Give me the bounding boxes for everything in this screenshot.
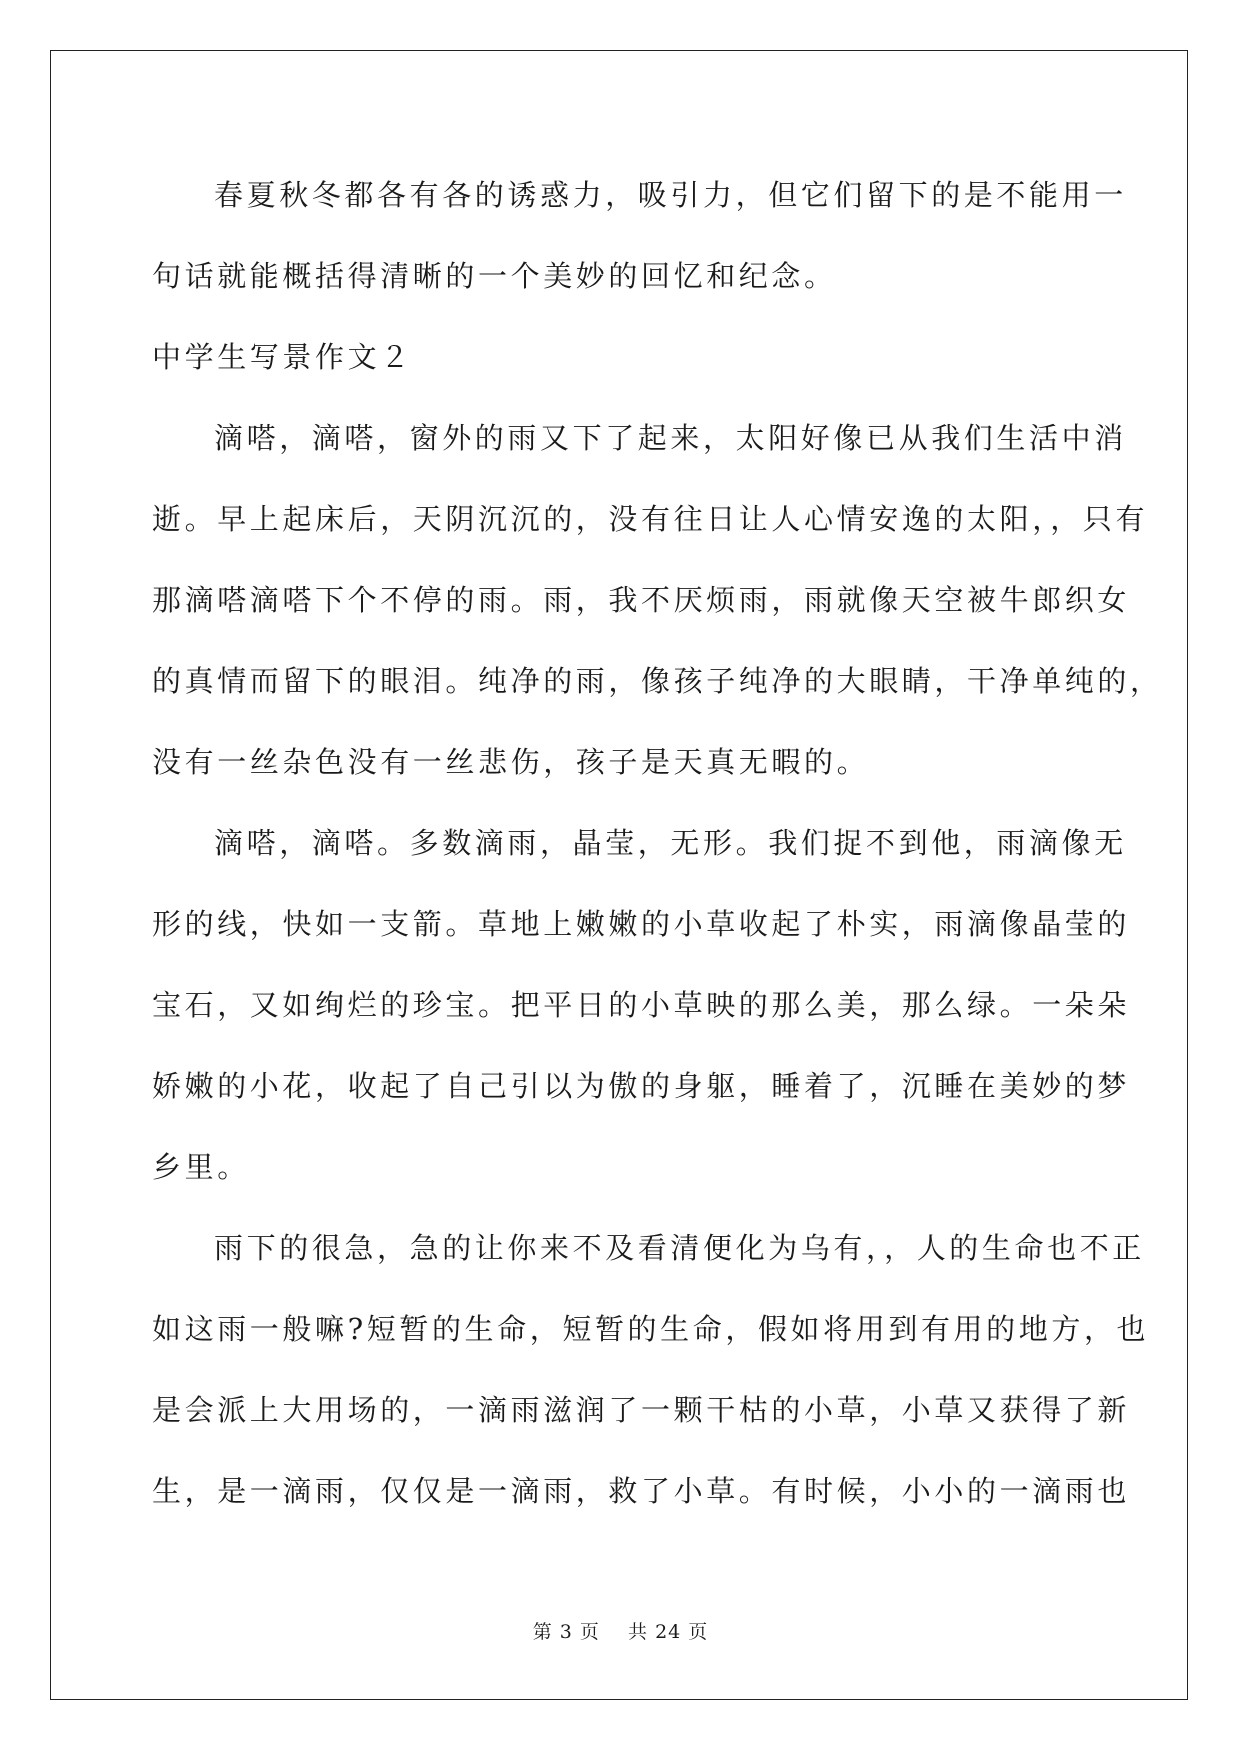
section-heading: 中学生写景作文２ (152, 340, 413, 374)
text-line: 的真情而留下的眼泪。纯净的雨，像孩子纯净的大眼睛，干净单纯的， (152, 664, 1163, 698)
page-number: 第 3 页 共 24 页 (532, 1621, 709, 1643)
text-line: 那滴嗒滴嗒下个不停的雨。雨，我不厌烦雨，雨就像天空被牛郎织女 (152, 583, 1131, 617)
document-body (152, 155, 1163, 1532)
text-line: 生，是一滴雨，仅仅是一滴雨，救了小草。有时候，小小的一滴雨也 (152, 1474, 1131, 1508)
text-line: 句话就能概括得清晰的一个美妙的回忆和纪念。 (152, 259, 837, 293)
text-line: 逝。早上起床后，天阴沉沉的，没有往日让人心情安逸的太阳，，只有 (152, 502, 1149, 536)
text-line: 没有一丝杂色没有一丝悲伤，孩子是天真无暇的。 (152, 745, 870, 779)
text-line: 娇嫩的小花，收起了自己引以为傲的身躯，睡着了，沉睡在美妙的梦 (152, 1069, 1131, 1103)
text-line: 乡里。 (152, 1150, 250, 1184)
text-line: 宝石，又如绚烂的珍宝。把平日的小草映的那么美，那么绿。一朵朵 (152, 988, 1131, 1022)
text-line: 是会派上大用场的，一滴雨滋润了一颗干枯的小草，小草又获得了新 (152, 1393, 1131, 1427)
text-line: 春夏秋冬都各有各的诱惑力，吸引力，但它们留下的是不能用一 (214, 178, 1127, 212)
text-line: 形的线，快如一支箭。草地上嫩嫩的小草收起了朴实，雨滴像晶莹的 (152, 907, 1131, 941)
text-line: 滴嗒，滴嗒。多数滴雨，晶莹，无形。我们捉不到他，雨滴像无 (214, 826, 1127, 860)
text-line: 如这雨一般嘛?短暂的生命，短暂的生命，假如将用到有用的地方，也 (152, 1312, 1150, 1346)
text-line: 滴嗒，滴嗒，窗外的雨又下了起来，太阳好像已从我们生活中消 (214, 421, 1127, 455)
text-line: 雨下的很急，急的让你来不及看清便化为乌有，，人的生命也不正 (214, 1231, 1145, 1265)
